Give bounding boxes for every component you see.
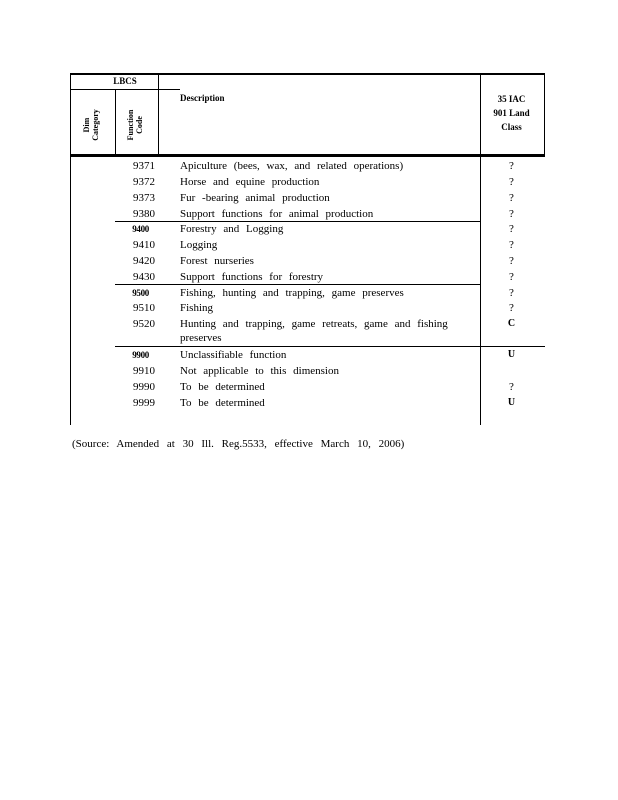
land-class-cell: ? [509,223,514,235]
table-row [70,191,545,207]
description-cell: Fishing [180,302,214,314]
description-cell: Horse and equine production [180,176,320,188]
table-row [70,175,545,191]
land-class-cell: U [507,397,516,408]
description-cell: Not applicable to this dimension [180,365,339,377]
table-right-border [544,73,545,157]
table-row [70,396,545,412]
function-code-cell: 9400 [132,224,149,234]
function-code-header: Function Code [126,109,144,141]
table-top-border [70,73,545,75]
land-class-cell: U [507,349,516,360]
lbcs-table [70,73,545,425]
description-cell: Fishing, hunting and trapping, game preserves [180,287,404,299]
table-row [70,364,545,380]
function-code-cell: 9420 [133,255,155,267]
table-row [70,286,545,302]
table-row [70,222,545,238]
function-code-cell: 9990 [133,381,155,393]
description-cell: Hunting and trapping, game retreats, game and fishing preserves [180,318,448,344]
function-code-cell: 9910 [133,365,155,377]
description-cell: Forest nurseries [180,255,254,267]
function-code-cell: 9500 [132,288,149,298]
function-code-cell: 9373 [133,192,155,204]
lbcs-underline [70,89,180,90]
source-note: (Source: Amended at 30 Ill. Reg.5533, effective March 10, 2006) [72,438,405,450]
function-code-cell: 9371 [133,160,155,172]
description-cell: Unclassifiable function [180,349,287,361]
land-class-cell: ? [509,255,514,267]
table-row [70,380,545,396]
land-class-cell: ? [509,271,514,283]
separator-9900 [115,346,545,347]
table-row [70,254,545,270]
table-row [70,270,545,286]
function-code-cell: 9999 [133,397,155,409]
table-row [70,238,545,254]
description-cell: Apiculture (bees, wax, and related operations) [180,160,404,172]
land-class-cell: ? [509,208,514,220]
table-row [70,301,545,317]
description-header: Description [180,93,225,103]
function-code-cell: 9410 [133,239,155,251]
land-class-cell: ? [509,160,514,172]
land-class-cell: ? [509,302,514,314]
land-class-cell: ? [509,192,514,204]
function-code-cell: 9430 [133,271,155,283]
description-cell: Forestry and Logging [180,223,284,235]
function-code-cell: 9510 [133,302,155,314]
description-cell: To be determined [180,381,265,393]
land-class-cell: ? [509,176,514,188]
description-cell: Support functions for forestry [180,271,324,283]
dim-category-header: Dim Category [82,109,100,141]
function-code-cell: 9380 [133,208,155,220]
land-class-cell: ? [509,239,514,251]
land-class-cell: ? [509,381,514,393]
function-code-cell: 9520 [133,318,155,330]
table-row [70,348,545,364]
table-row [70,317,545,344]
function-code-cell: 9372 [133,176,155,188]
land-class-cell: C [507,318,516,329]
description-cell: Fur -bearing animal production [180,192,330,204]
code-column-divider [115,90,116,157]
description-cell: Support functions for animal production [180,208,374,220]
description-cell: Logging [180,239,218,251]
table-row [70,159,545,175]
land-class-cell: ? [509,287,514,299]
land-class-header: 35 IAC 901 Land Class [493,94,530,132]
function-code-cell: 9900 [132,350,149,360]
description-cell: To be determined [180,397,265,409]
lbcs-header: LBCS [113,76,137,86]
table-row [70,207,545,223]
